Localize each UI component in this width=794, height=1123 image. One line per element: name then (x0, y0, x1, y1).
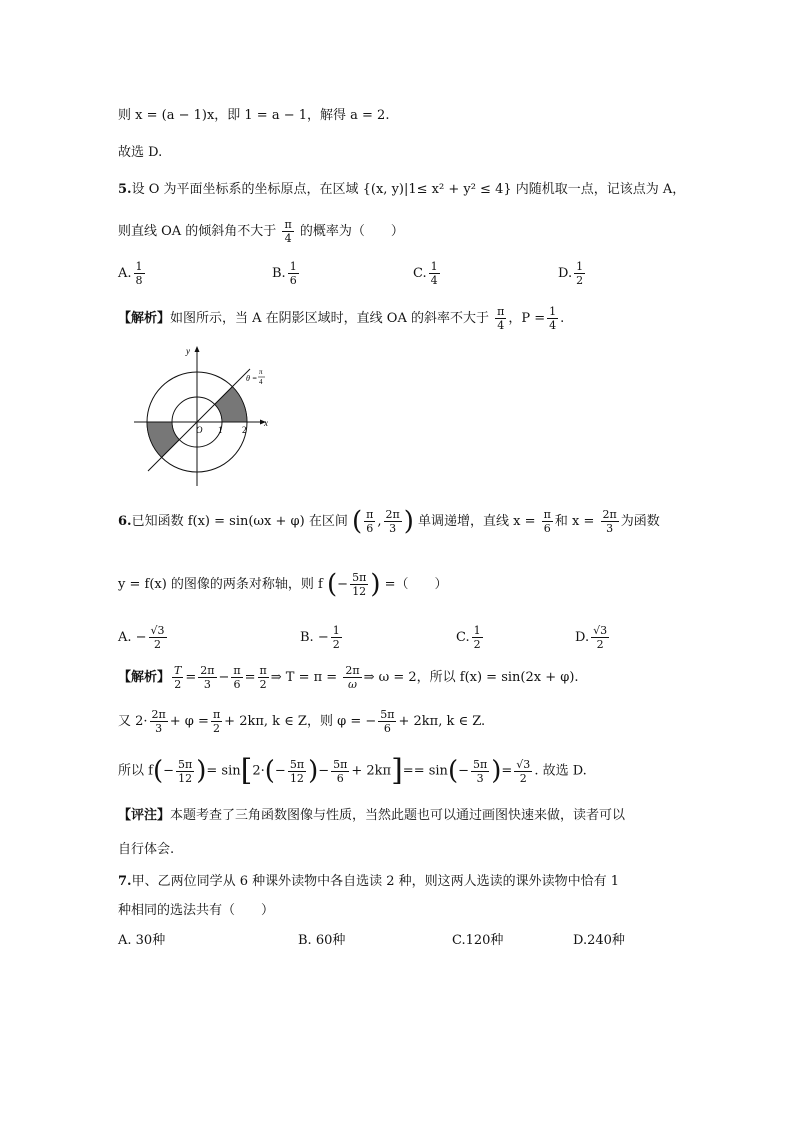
q6-stem-frac-num: 5π (352, 571, 367, 584)
q5-option-c-num: 1 (430, 260, 438, 273)
q6-option-b[interactable] (300, 624, 344, 651)
q4-equation-text: 则 x = (a − 1)x，即 1 = a − 1，解得 a = 2. (118, 108, 390, 123)
q6-stem-text2a: y = f(x) 的图像的两条对称轴，则 f (118, 577, 323, 592)
q6-line1-frac (542, 508, 553, 535)
q7-option-c-label: C.120种 (452, 933, 504, 948)
q6-option-d-frac (591, 624, 609, 651)
q5-analysis-frac-num: π (497, 305, 505, 318)
theta-frac-den: 4 (259, 378, 263, 386)
q5-stem-text2a: 则直线 OA 的倾斜角不大于 (118, 224, 277, 239)
q6-interval-b (384, 508, 402, 535)
q5-stem-fraction (282, 218, 293, 245)
q5-option-b[interactable] (272, 260, 301, 287)
q7-option-d-label: D.240种 (573, 933, 625, 948)
q6-line2-den: 3 (606, 522, 614, 535)
q6-comment-line2 (118, 840, 174, 860)
q6-analysis-line2: 又 2· $\frac{2\pi}{3}$ + φ = $\frac{\pi}{2}$ + 2kπ, k ∈ Z，则 φ = − $\frac{5\pi}{6}$ + 2kπ, k ∈ Z. (118, 708, 486, 735)
q6-interval-b-num: 2π (385, 508, 400, 521)
q6-number: 6. (118, 514, 132, 529)
q5-stem-line1 (118, 180, 685, 200)
q5-analysis-p-num: 1 (549, 305, 557, 318)
q6-analysis-l2-mid2: + 2kπ, k ∈ Z，则 φ = − (224, 714, 377, 729)
q6-stem-text1a: 已知函数 f(x) = sin(ωx + φ) 在区间 (131, 514, 348, 529)
q5-analysis-frac-den: 4 (497, 319, 505, 332)
y-axis-arrow (195, 346, 200, 352)
q6-analysis-tag: 【解析】 (118, 670, 171, 685)
tick-1-label: 1 (218, 425, 223, 435)
q6-and-text: 和 x = (554, 514, 595, 529)
theta-frac-num: π (259, 368, 263, 376)
q6-comment-text1: 本题考查了三角函数图像与性质，当然此题也可以通过画图快速来做，读者可以 (170, 808, 626, 823)
q5-option-c[interactable] (413, 260, 442, 287)
q5-option-c-frac (429, 260, 440, 287)
q6-option-a-label: A. − (118, 630, 147, 645)
q6-comment-line1 (118, 806, 625, 826)
q6-option-b-label: B. − (300, 630, 329, 645)
shaded-sector-q1 (215, 387, 247, 422)
q5-frac-num: π (284, 218, 292, 231)
q5-option-d-num: 1 (576, 260, 584, 273)
q6-analysis-l3-end: = sin (413, 763, 448, 779)
shaded-sector-q3 (147, 422, 179, 457)
q6-option-a[interactable] (118, 624, 169, 651)
q7-stem-line2 (118, 901, 274, 921)
y-axis-label: y (186, 346, 190, 356)
q5-analysis-text: 如图所示，当 A 在阴影区域时，直线 OA 的斜率不大于 (170, 311, 489, 326)
q5-analysis-tag: 【解析】 (118, 311, 171, 326)
origin-label: O (196, 425, 203, 435)
q6-option-d-den: 2 (596, 638, 604, 651)
q4-choice-line (118, 143, 162, 163)
q6-comment-text2: 自行体会. (118, 842, 175, 857)
q5-analysis-p: ，P = (508, 311, 546, 326)
q4-choice-text: 故选 D. (118, 145, 163, 160)
q7-option-d[interactable] (573, 931, 625, 951)
q5-option-c-den: 4 (430, 274, 438, 287)
q6-interval-a-num: π (366, 508, 374, 521)
q5-option-a-frac (134, 260, 145, 287)
q6-analysis-line3: 所以 f(− $\frac{5\pi}{12}$ )= sin[2·(− $\frac{5\pi}{12}$ )− $\frac{5\pi}{6}$ + 2kπ]== sin(− $\frac{5\pi}{3}$ )= $\frac{√3}{2}$ . 故选 D. (118, 753, 587, 788)
q6-option-c-frac (472, 624, 483, 651)
q6-analysis-l1-tail: ⇒ T = π = (270, 670, 342, 685)
q6-stem-text2b: =（ ） (384, 577, 448, 592)
q5-frac-den: 4 (284, 232, 292, 245)
q7-option-b[interactable] (298, 931, 345, 951)
q6-interval-b-den: 3 (389, 522, 397, 535)
q5-analysis-p-den: 4 (549, 319, 557, 332)
q5-option-d-label: D. (558, 266, 573, 281)
q6-analysis-l1-end: ⇒ ω = 2，所以 f(x) = sin(2x + φ). (363, 670, 579, 685)
q6-analysis-l3-pre: 所以 f (118, 763, 153, 779)
q6-stem-frac (350, 571, 368, 598)
q6-line2-num: 2π (602, 508, 617, 521)
q5-analysis-frac (495, 305, 506, 332)
q6-option-c-num: 1 (473, 624, 481, 637)
q7-stem-text1: 甲、乙两位同学从 6 种课外读物中各自选读 2 种，则这两人选读的课外读物中恰有 1 (131, 874, 620, 889)
q6-analysis-l3-result: . 故选 D. (534, 763, 587, 779)
q5-stem-line2 (118, 218, 404, 245)
q7-stem-line1 (118, 872, 619, 892)
q5-option-a-den: 8 (135, 274, 143, 287)
q6-option-c-den: 2 (473, 638, 481, 651)
q5-option-b-num: 1 (289, 260, 297, 273)
q6-line1-den: 6 (543, 522, 551, 535)
q5-option-b-label: B. (272, 266, 286, 281)
q6-analysis-l2-mid: + φ = (169, 714, 209, 729)
x-axis-label: x (264, 418, 268, 428)
q6-option-b-frac (331, 624, 342, 651)
q6-stem-line2: y = f(x) 的图像的两条对称轴，则 f (− $\frac{5\pi}{12}$ ) =（ ） (118, 569, 448, 600)
q6-option-d-label: D. (575, 630, 590, 645)
q6-option-b-den: 2 (332, 638, 340, 651)
q7-number: 7. (118, 874, 132, 889)
q6-option-c[interactable] (456, 624, 485, 651)
q7-stem-text2: 种相同的选法共有（ ） (118, 903, 275, 918)
q6-interval-a (364, 508, 375, 535)
q5-annulus-figure (134, 340, 284, 488)
q7-option-a[interactable] (118, 931, 165, 951)
q7-option-b-label: B. 60种 (298, 933, 346, 948)
q6-analysis-l3-mid: = sin (206, 763, 241, 779)
q5-option-c-label: C. (413, 266, 427, 281)
q6-analysis-line1: 【解析】 $\frac{T}{2}$ = $\frac{2\pi}{3}$ − $\frac{\pi}{6}$ = $\frac{\pi}{2}$ ⇒ T = π = $\frac{2\pi}{\omega}$ ⇒ ω = 2，所以 f(x) = sin(2x + φ). (118, 664, 579, 691)
q5-option-a-label: A. (118, 266, 132, 281)
q6-stem-text1b: 单调递增，直线 x = (418, 514, 536, 529)
q5-option-d-frac (574, 260, 585, 287)
theta-label: θ = (246, 374, 258, 383)
q5-option-a[interactable] (118, 260, 147, 287)
q6-analysis-l2: 又 2· (118, 714, 148, 729)
q4-equation-line (118, 106, 389, 126)
q7-option-c[interactable] (452, 931, 503, 951)
q6-comment-tag: 【评注】 (118, 808, 171, 823)
q7-option-a-label: A. 30种 (118, 933, 166, 948)
q5-stem-text2b: 的概率为（ ） (299, 224, 404, 239)
q6-interval-a-den: 6 (366, 522, 374, 535)
q6-line2-frac (601, 508, 619, 535)
q6-option-c-label: C. (456, 630, 470, 645)
q6-option-a-den: 2 (154, 638, 162, 651)
q5-number: 5. (118, 182, 132, 197)
tick-2-label: 2 (242, 425, 247, 435)
q6-stem-frac-den: 12 (352, 585, 367, 598)
q6-option-a-num: √3 (150, 624, 165, 637)
q6-stem-text1c: 为函数 (620, 514, 660, 529)
q6-analysis-l2-end: + 2kπ, k ∈ Z. (398, 714, 486, 729)
q6-option-d[interactable] (575, 624, 611, 651)
q5-option-d[interactable] (558, 260, 587, 287)
q5-option-b-frac (288, 260, 299, 287)
q5-option-b-den: 6 (289, 274, 297, 287)
q5-analysis-line: 【解析】如图所示，当 A 在阴影区域时，直线 OA 的斜率不大于 $\frac{\pi}{4}$ ，P = $\frac{1}{4}$ . (118, 305, 565, 332)
q6-line1-num: π (543, 508, 551, 521)
q5-stem-text1: 设 O 为平面坐标系的坐标原点，在区域 {(x, y)|1≤ x² + y² ≤ 4} 内随机取一点，记该点为 A， (131, 182, 686, 197)
q6-option-d-num: √3 (593, 624, 608, 637)
q5-analysis-p-frac (547, 305, 558, 332)
q5-option-a-num: 1 (135, 260, 143, 273)
q6-option-b-num: 1 (332, 624, 340, 637)
q6-stem-line1: 6.已知函数 f(x) = sin(ωx + φ) 在区间 ( $\frac{\pi}{6}$ , $\frac{2\pi}{3}$ ) 单调递增，直线 x = $\frac{\pi}{6}$ 和 x = $\frac{2\pi}{3}$ 为函数 (118, 506, 660, 537)
q6-option-a-frac (149, 624, 167, 651)
q5-option-d-den: 2 (576, 274, 584, 287)
